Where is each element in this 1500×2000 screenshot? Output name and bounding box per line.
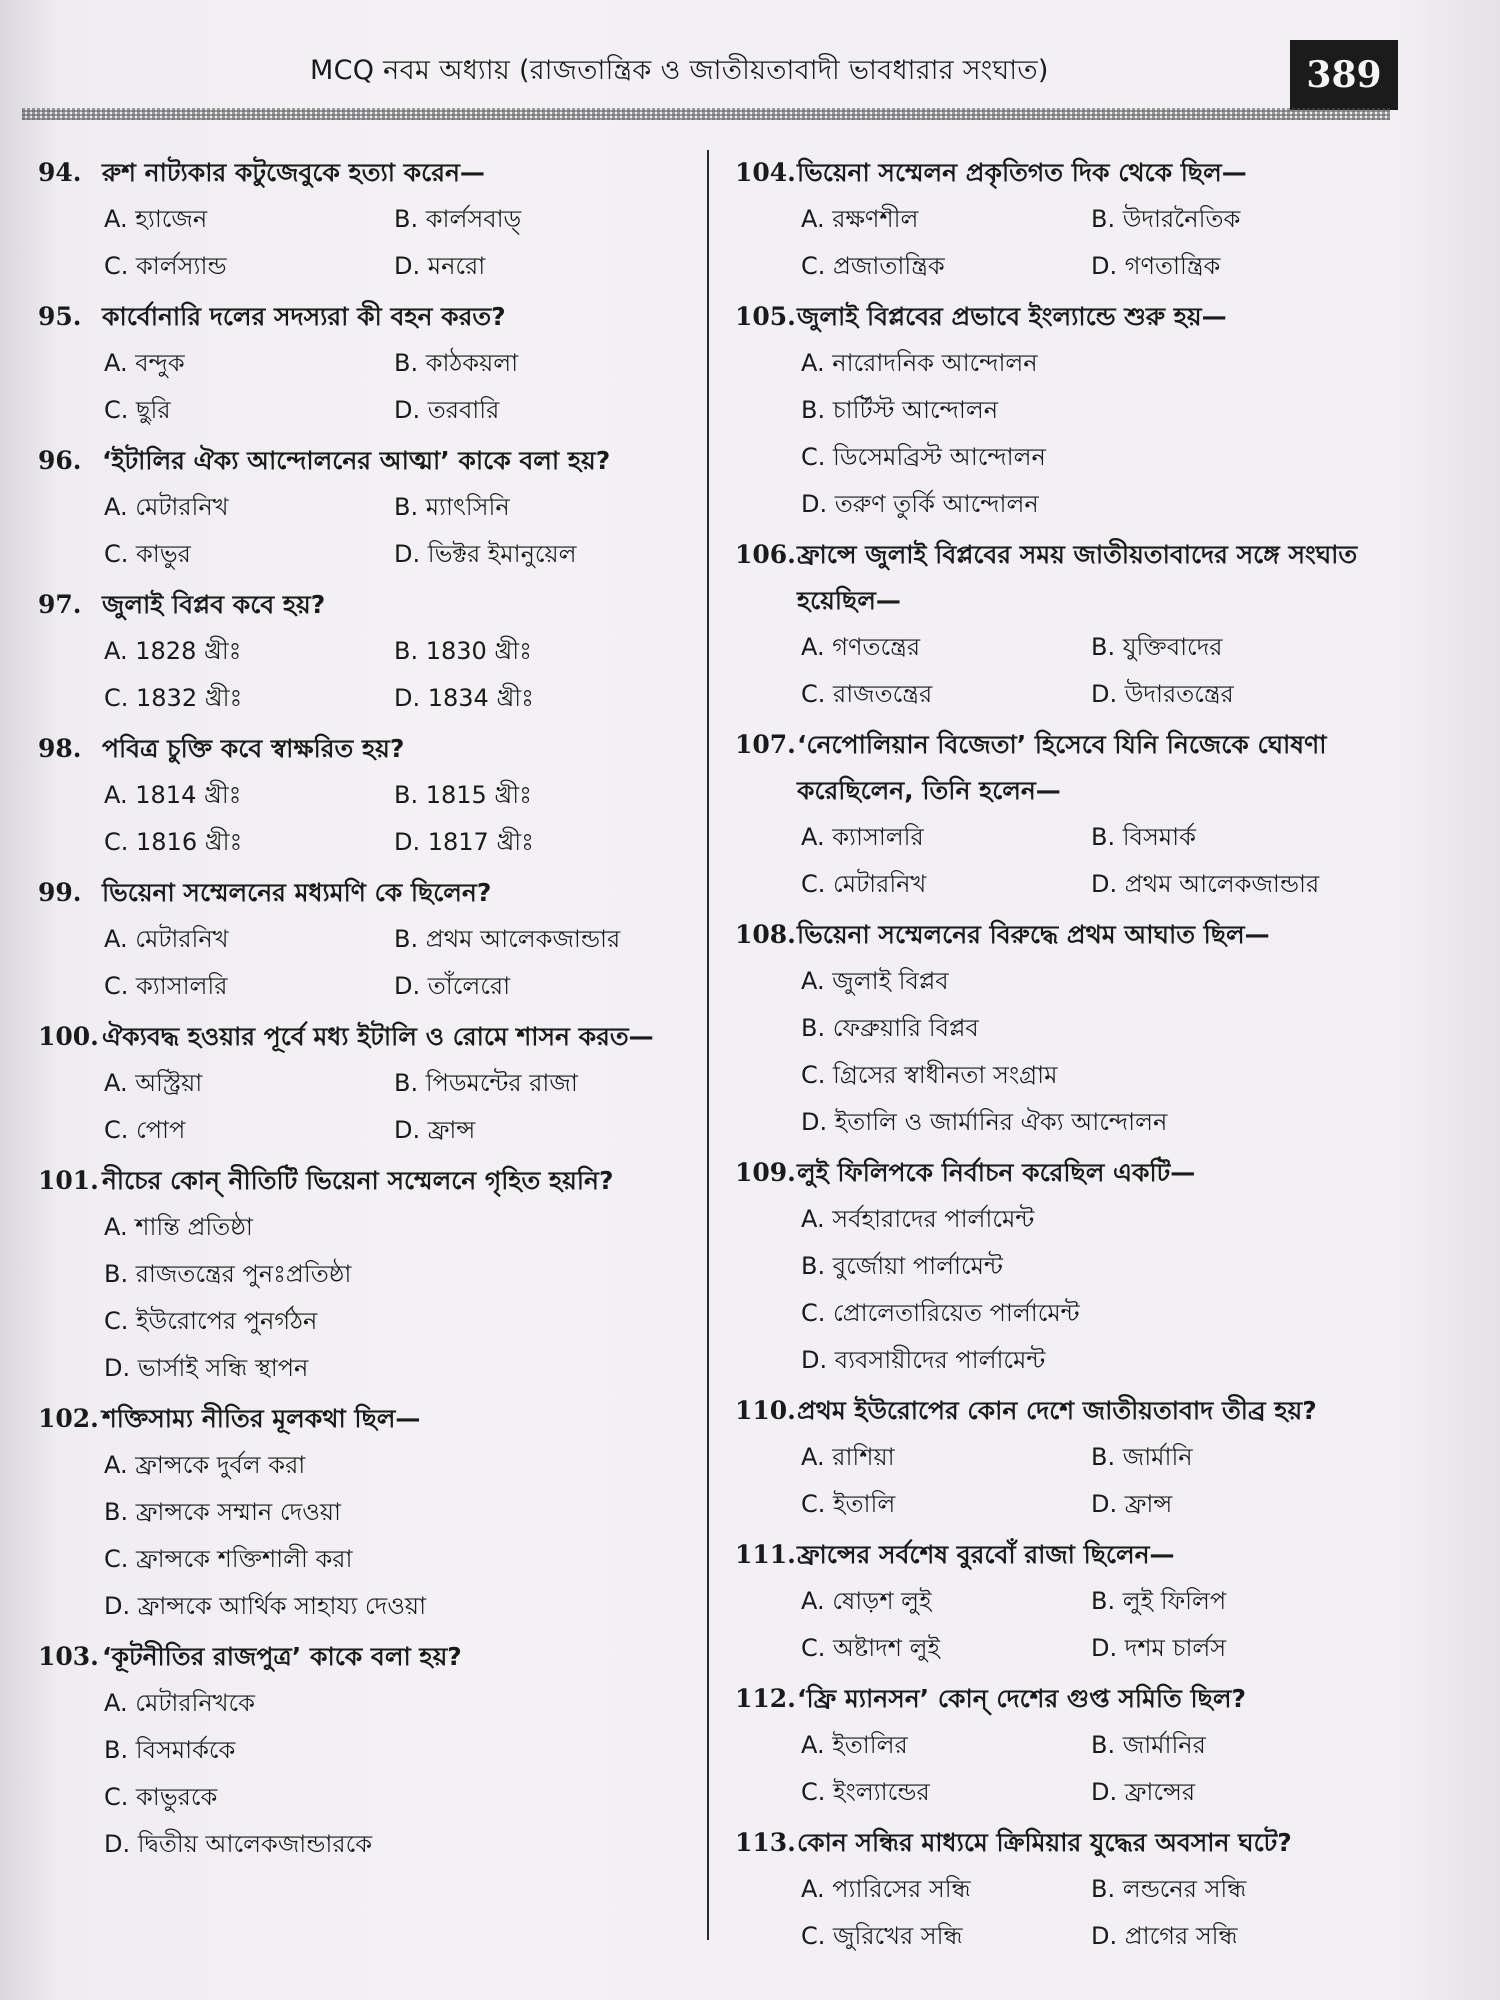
question-text: ভিয়েনা সম্মেলনের বিরুদ্ধে প্রথম আঘাত ছিল— [797, 920, 1270, 949]
chapter-title: MCQ নবম অধ্যায় (রাজতান্ত্রিক ও জাতীয়তাবাদী ভাবধারার সংঘাত) [310, 55, 1049, 86]
answer-option: D. ফ্রান্সকে আর্থিক সাহায্য দেওয়া [104, 1592, 427, 1620]
question-text: কার্বোনারি দলের সদস্যরা কী বহন করত? [102, 302, 506, 331]
answer-option: D. গণতান্ত্রিক [1091, 252, 1221, 280]
answer-option: C. 1816 খ্রীঃ [104, 828, 243, 856]
answer-option: A. রক্ষণশীল [801, 205, 919, 233]
options-group [801, 1434, 1385, 1528]
options-group [104, 772, 698, 866]
options-group [801, 958, 1385, 1146]
question-item [38, 150, 698, 290]
question-number: 102. [38, 1404, 99, 1433]
options-group [104, 484, 698, 578]
question-line [735, 1676, 1385, 1722]
right-column [735, 150, 1385, 1964]
question-line [38, 726, 698, 772]
answer-option: A. মেটারনিখ [104, 493, 229, 521]
answer-option: C. পোপ [104, 1116, 186, 1144]
answer-option: B. ম্যাৎসিনি [394, 493, 510, 521]
question-line [735, 1532, 1385, 1578]
question-item [735, 1388, 1385, 1528]
question-number: 103. [38, 1642, 99, 1671]
question-text: প্রথম ইউরোপের কোন দেশে জাতীয়তাবাদ তীব্র হয়? [797, 1396, 1317, 1425]
question-number: 98. [38, 734, 82, 763]
question-number: 105. [735, 302, 796, 331]
question-item [735, 150, 1385, 290]
question-item [38, 294, 698, 434]
question-number: 97. [38, 590, 82, 619]
answer-option: A. গণতন্ত্রের [801, 633, 921, 661]
answer-option: A. হ্যাজেন [104, 205, 208, 233]
question-text: ভিয়েনা সম্মেলনের মধ্যমণি কে ছিলেন? [102, 878, 492, 907]
options-group [801, 196, 1385, 290]
question-number: 111. [735, 1540, 796, 1569]
question-line [735, 294, 1385, 340]
answer-option: A. ইতালির [801, 1731, 908, 1759]
answer-option: C. প্রজাতান্ত্রিক [801, 252, 945, 280]
column-divider [707, 150, 709, 1940]
question-item [735, 1676, 1385, 1816]
question-number: 100. [38, 1022, 99, 1051]
question-number: 112. [735, 1684, 796, 1713]
answer-option: D. ফ্রান্স [394, 1116, 476, 1144]
answer-option: B. লুই ফিলিপ [1091, 1587, 1227, 1615]
answer-option: B. প্রথম আলেকজান্ডার [394, 925, 621, 953]
options-group [801, 1866, 1385, 1960]
question-text: ভিয়েনা সম্মেলন প্রকৃতিগত দিক থেকে ছিল— [797, 158, 1247, 187]
answer-option: C. কার্লস্যান্ড [104, 252, 227, 280]
options-group [801, 1722, 1385, 1816]
answer-option: D. তাঁলেরো [394, 972, 511, 1000]
options-group [801, 1578, 1385, 1672]
answer-option: D. 1834 খ্রীঃ [394, 684, 534, 712]
answer-option: B. 1830 খ্রীঃ [394, 637, 532, 665]
answer-option: B. পিডমন্টের রাজা [394, 1069, 578, 1097]
answer-option: C. ডিসেমব্রিস্ট আন্দোলন [801, 443, 1046, 471]
question-line [735, 912, 1385, 958]
question-line [38, 1634, 698, 1680]
answer-option: D. ফ্রান্স [1091, 1490, 1173, 1518]
question-line [735, 1150, 1385, 1196]
answer-option: B. কাঠকয়লা [394, 349, 519, 377]
answer-option: A. মেটারনিখ [104, 925, 229, 953]
question-number: 109. [735, 1158, 796, 1187]
question-line [735, 722, 1385, 814]
question-line [735, 150, 1385, 196]
options-group [801, 624, 1385, 718]
answer-option: A. নারোদনিক আন্দোলন [801, 349, 1038, 377]
answer-option: B. যুক্তিবাদের [1091, 633, 1223, 661]
answer-option: C. গ্রিসের স্বাধীনতা সংগ্রাম [801, 1061, 1058, 1089]
question-text: লুই ফিলিপকে নির্বাচন করেছিল একটি— [797, 1158, 1196, 1187]
answer-option: A. মেটারনিখকে [104, 1689, 255, 1717]
answer-option: A. সর্বহারাদের পার্লামেন্ট [801, 1205, 1035, 1233]
question-item [735, 1532, 1385, 1672]
options-group [104, 1204, 698, 1392]
answer-option: D. প্রথম আলেকজান্ডার [1091, 870, 1320, 898]
options-group [801, 814, 1385, 908]
answer-option: D. দ্বিতীয় আলেকজান্ডারকে [104, 1830, 373, 1858]
question-item [38, 870, 698, 1010]
answer-option: D. উদারতন্ত্রের [1091, 680, 1234, 708]
options-group [104, 340, 698, 434]
question-text: জুলাই বিপ্লবের প্রভাবে ইংল্যান্ডে শুরু হয়— [797, 302, 1227, 331]
question-number: 107. [735, 730, 796, 759]
question-number: 108. [735, 920, 796, 949]
question-text: কোন সন্ধির মাধ্যমে ক্রিমিয়ার যুদ্ধের অবসান ঘটে? [797, 1828, 1292, 1857]
question-item [735, 1150, 1385, 1384]
answer-option: C. ফ্রান্সকে শক্তিশালী করা [104, 1545, 353, 1573]
answer-option: D. মনরো [394, 252, 486, 280]
question-text: রুশ নাট্যকার কটুজেবুকে হত্যা করেন— [102, 158, 485, 187]
question-text: ফ্রান্সে জুলাই বিপ্লবের সময় জাতীয়তাবাদের সঙ্গে সংঘাত হয়েছিল— [797, 540, 1358, 615]
answer-option: C. ছুরি [104, 396, 171, 424]
answer-option: A. প্যারিসের সন্ধি [801, 1875, 971, 1903]
answer-option: A. 1828 খ্রীঃ [104, 637, 242, 665]
answer-option: B. চার্টিস্ট আন্দোলন [801, 396, 999, 424]
question-line [38, 294, 698, 340]
question-text: ‘কূটনীতির রাজপুত্র’ কাকে বলা হয়? [102, 1642, 462, 1671]
question-line [38, 1396, 698, 1442]
answer-option: B. জার্মানির [1091, 1731, 1206, 1759]
answer-option: C. অষ্টাদশ লুই [801, 1634, 940, 1662]
options-group [801, 340, 1385, 528]
page-header [0, 40, 1500, 110]
options-group [104, 196, 698, 290]
question-item [38, 726, 698, 866]
question-line [38, 150, 698, 196]
answer-option: C. কাভুর [104, 540, 191, 568]
question-text: ফ্রান্সের সর্বশেষ বুরবোঁ রাজা ছিলেন— [797, 1540, 1175, 1569]
answer-option: A. জুলাই বিপ্লব [801, 967, 949, 995]
question-text: নীচের কোন্ নীতিটি ভিয়েনা সম্মেলনে গৃহিত হয়নি? [102, 1166, 614, 1195]
question-item [38, 1158, 698, 1392]
question-line [38, 438, 698, 484]
question-text: জুলাই বিপ্লব কবে হয়? [102, 590, 326, 619]
answer-option: D. ইতালি ও জার্মানির ঐক্য আন্দোলন [801, 1108, 1168, 1136]
answer-option: B. ফেব্রুয়ারি বিপ্লব [801, 1014, 979, 1042]
question-line [38, 870, 698, 916]
header-dotted-rule [22, 108, 1390, 120]
question-item [735, 532, 1385, 718]
answer-option: B. রাজতন্ত্রের পুনঃপ্রতিষ্ঠা [104, 1260, 352, 1288]
question-item [735, 912, 1385, 1146]
options-group [801, 1196, 1385, 1384]
question-text: শক্তিসাম্য নীতির মূলকথা ছিল— [102, 1404, 421, 1433]
answer-option: C. মেটারনিখ [801, 870, 927, 898]
options-group [104, 1680, 698, 1868]
question-line [735, 1388, 1385, 1434]
question-number: 106. [735, 540, 796, 569]
answer-option: D. ভিক্টর ইমানুয়েল [394, 540, 577, 568]
answer-option: D. ব্যবসায়ীদের পার্লামেন্ট [801, 1346, 1046, 1374]
question-item [735, 1820, 1385, 1960]
question-number: 99. [38, 878, 82, 907]
answer-option: D. ফ্রান্সের [1091, 1778, 1196, 1806]
answer-option: C. কাভুরকে [104, 1783, 218, 1811]
answer-option: B. 1815 খ্রীঃ [394, 781, 532, 809]
question-number: 113. [735, 1828, 796, 1857]
answer-option: A. ক্যাসালরি [801, 823, 924, 851]
answer-option: D. তরবারি [394, 396, 500, 424]
question-item [38, 582, 698, 722]
answer-option: B. বুর্জোয়া পার্লামেন্ট [801, 1252, 1003, 1280]
question-line [735, 1820, 1385, 1866]
left-column [38, 150, 698, 1872]
options-group [104, 628, 698, 722]
question-number: 110. [735, 1396, 796, 1425]
question-item [38, 438, 698, 578]
question-number: 104. [735, 158, 796, 187]
answer-option: B. জার্মানি [1091, 1443, 1193, 1471]
answer-option: A. রাশিয়া [801, 1443, 895, 1471]
answer-option: D. দশম চার্লস [1091, 1634, 1227, 1662]
page-number: 389 [1290, 40, 1398, 110]
answer-option: C. ক্যাসালরি [104, 972, 228, 1000]
question-item [38, 1014, 698, 1154]
answer-option: D. প্রাগের সন্ধি [1091, 1922, 1238, 1950]
question-number: 101. [38, 1166, 99, 1195]
answer-option: A. বন্দুক [104, 349, 185, 377]
question-line [38, 582, 698, 628]
answer-option: A. ষোড়শ লুই [801, 1587, 932, 1615]
answer-option: B. উদারনৈতিক [1091, 205, 1241, 233]
answer-option: C. রাজতন্ত্রের [801, 680, 933, 708]
answer-option: C. প্রোলেতারিয়েত পার্লামেন্ট [801, 1299, 1080, 1327]
answer-option: C. জুরিখের সন্ধি [801, 1922, 963, 1950]
answer-option: B. ফ্রান্সকে সম্মান দেওয়া [104, 1498, 341, 1526]
answer-option: C. ইংল্যান্ডের [801, 1778, 930, 1806]
question-item [735, 722, 1385, 908]
options-group [104, 1060, 698, 1154]
question-text: ঐক্যবদ্ধ হওয়ার পূর্বে মধ্য ইটালি ও রোমে শাসন করত— [102, 1022, 654, 1051]
question-item [735, 294, 1385, 528]
question-text: ‘নেপোলিয়ান বিজেতা’ হিসেবে যিনি নিজেকে ঘোষণা করেছিলেন, তিনি হলেন— [797, 730, 1327, 805]
question-line [38, 1158, 698, 1204]
options-group [104, 1442, 698, 1630]
question-text: ‘ইটালির ঐক্য আন্দোলনের আত্মা’ কাকে বলা হয়? [102, 446, 611, 475]
answer-option: A. অস্ট্রিয়া [104, 1069, 203, 1097]
question-number: 94. [38, 158, 82, 187]
question-item [38, 1396, 698, 1630]
answer-option: B. বিসমার্ককে [104, 1736, 236, 1764]
answer-option: C. ইউরোপের পুনর্গঠন [104, 1307, 318, 1335]
answer-option: D. 1817 খ্রীঃ [394, 828, 534, 856]
answer-option: B. লন্ডনের সন্ধি [1091, 1875, 1247, 1903]
question-number: 95. [38, 302, 82, 331]
answer-option: D. তরুণ তুর্কি আন্দোলন [801, 490, 1039, 518]
answer-option: D. ভার্সাই সন্ধি স্থাপন [104, 1354, 309, 1382]
question-line [735, 532, 1385, 624]
question-number: 96. [38, 446, 82, 475]
question-text: পবিত্র চুক্তি কবে স্বাক্ষরিত হয়? [102, 734, 405, 763]
answer-option: A. শান্তি প্রতিষ্ঠা [104, 1213, 253, 1241]
answer-option: C. ইতালি [801, 1490, 896, 1518]
answer-option: B. কার্লসবাড্ [394, 205, 522, 233]
question-line [38, 1014, 698, 1060]
question-text: ‘ফ্রি ম্যানসন’ কোন্ দেশের গুপ্ত সমিতি ছিল? [797, 1684, 1246, 1713]
question-item [38, 1634, 698, 1868]
answer-option: A. ফ্রান্সকে দুর্বল করা [104, 1451, 306, 1479]
answer-option: C. 1832 খ্রীঃ [104, 684, 243, 712]
answer-option: A. 1814 খ্রীঃ [104, 781, 242, 809]
answer-option: B. বিসমার্ক [1091, 823, 1196, 851]
options-group [104, 916, 698, 1010]
